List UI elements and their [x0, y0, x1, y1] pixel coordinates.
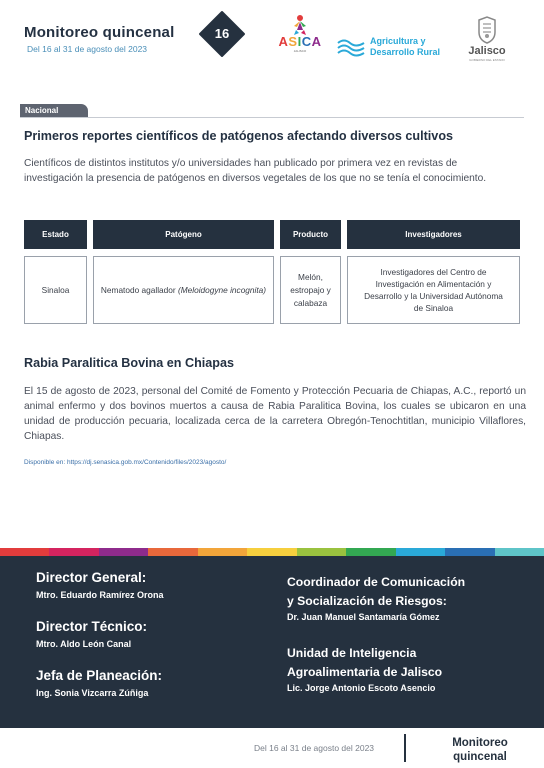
table-cell-patogeno: Nematodo agallador (Meloidogyne incognita)	[93, 256, 274, 324]
issue-number: 16	[214, 26, 230, 41]
table-cell-producto: Melón, estropajo y calabaza	[280, 256, 341, 324]
color-strip-segment	[247, 548, 296, 556]
publication-date-range: Del 16 al 31 de agosto del 2023	[27, 44, 148, 54]
credit-name-director-general: Mtro. Eduardo Ramírez Orona	[36, 590, 164, 600]
color-strip-segment	[396, 548, 445, 556]
color-strip-segment	[99, 548, 148, 556]
color-strip-segment	[297, 548, 346, 556]
footer-publication-title: Monitoreo quincenal	[452, 737, 508, 763]
color-strip-segment	[445, 548, 494, 556]
article-title-rabia: Rabia Paralitica Bovina en Chiapas	[24, 356, 234, 370]
table-cell-investigadores: Investigadores del Centro de Investigación en Alimentación y Desarrollo y la Universidad Autónoma de Sinaloa	[347, 256, 520, 324]
credit-role-jefa-planeacion: Jefa de Planeación:	[36, 668, 163, 683]
asica-subtitle: JALISCO	[293, 49, 307, 53]
credit-name-jefa-planeacion: Ing. Sonia Vizcarra Zúñiga	[36, 688, 149, 698]
agricultura-logo	[336, 36, 454, 60]
agricultura-wordmark: Agricultura y Desarrollo Rural	[370, 36, 441, 57]
section-divider	[20, 117, 524, 118]
color-strip-segment	[148, 548, 197, 556]
credit-role-coordinador-comunicacion: Coordinador de Comunicación y Socialización de Riesgos:	[287, 575, 466, 608]
jalisco-crest-icon	[462, 16, 512, 44]
color-strip-segment	[0, 548, 49, 556]
table-header-patogeno: Patógeno	[93, 220, 274, 249]
jalisco-logo	[462, 16, 512, 64]
waves-icon	[336, 37, 366, 57]
table-header-producto: Producto	[280, 220, 341, 249]
credit-role-director-tecnico: Director Técnico:	[36, 619, 148, 634]
section-tab-nacional: Nacional	[20, 104, 88, 118]
issue-badge	[198, 10, 246, 58]
article-title-patogenos: Primeros reportes científicos de patógenos afectando diversos cultivos	[24, 129, 454, 143]
credit-role-director-general: Director General:	[36, 570, 147, 585]
jalisco-wordmark: Jalisco	[468, 45, 506, 57]
color-strip-segment	[198, 548, 247, 556]
asica-logo	[274, 14, 326, 64]
credit-name-director-tecnico: Mtro. Aldo León Canal	[36, 639, 132, 649]
table-cell-estado: Sinaloa	[24, 256, 87, 324]
asica-wordmark: ASICA	[278, 34, 322, 49]
color-strip-segment	[49, 548, 98, 556]
color-strip-segment	[346, 548, 395, 556]
asica-figure-icon	[274, 14, 326, 36]
source-link[interactable]: Disponible en: https://dj.senasica.gob.mx/Contenido/files/2023/agosto/	[24, 459, 227, 466]
table-header-estado: Estado	[24, 220, 87, 249]
footer-divider	[404, 734, 406, 762]
credit-name-coordinador-comunicacion: Dr. Juan Manuel Santamaría Gómez	[287, 612, 440, 622]
jalisco-subtitle: GOBIERNO DEL ESTADO	[469, 58, 505, 62]
table-header-investigadores: Investigadores	[347, 220, 520, 249]
footer-date-range: Del 16 al 31 de agosto del 2023	[254, 743, 375, 753]
color-strip	[0, 548, 544, 556]
article-body-rabia: El 15 de agosto de 2023, personal del Comité de Fomento y Protección Pecuaria de Chiapas, A.C., reportó un animal enfermo y dos bovinos muertos a causa de Rabia Paralitica Bovina, los cuales se ubicaron en una unidad de producción pecuaria, localizada cerca de la carretera Obregón-Tenochtitlan, municipio Villaflores, Chiapas.	[24, 386, 526, 442]
credit-name-unidad-inteligencia: Lic. Jorge Antonio Escoto Asencio	[287, 683, 436, 693]
publication-title: Monitoreo quincenal	[24, 24, 175, 41]
color-strip-segment	[495, 548, 544, 556]
credit-role-unidad-inteligencia: Unidad de Inteligencia Agroalimentaria de Jalisco	[287, 646, 443, 679]
article-body-patogenos: Científicos de distintos institutos y/o universidades han publicado por primera vez en revistas de investigación la presencia de patógenos en diversos vegetales de los que no se tenía el conocimiento.	[24, 158, 487, 184]
